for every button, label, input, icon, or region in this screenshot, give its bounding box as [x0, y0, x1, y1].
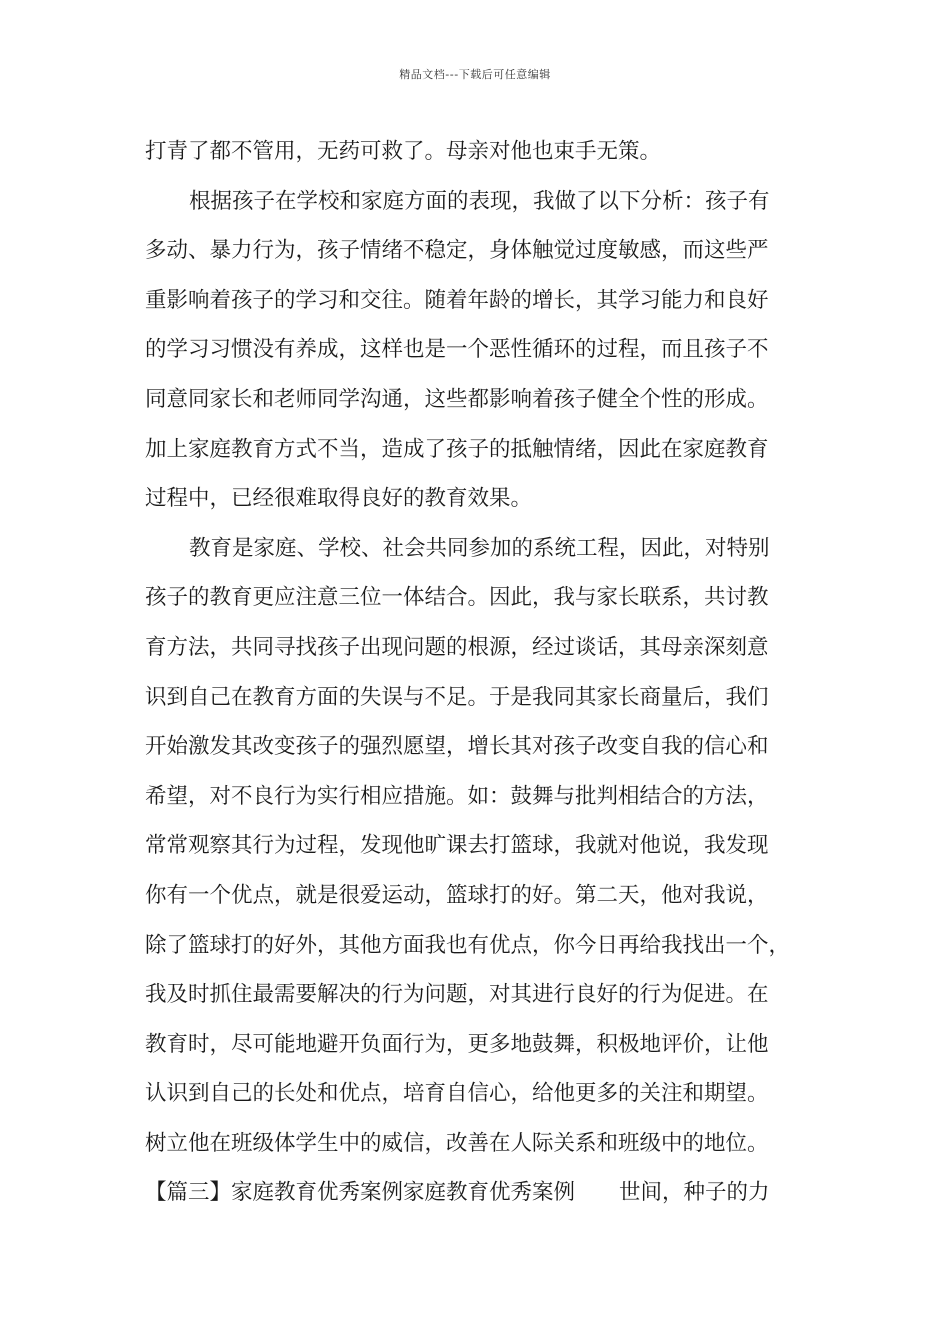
- text-line: 同意同家长和老师同学沟通，这些都影响着孩子健全个性的形成。: [145, 386, 769, 412]
- paragraph-start-line: 根据孩子在学校和家庭方面的表现，我做了以下分析：孩子有: [189, 188, 770, 214]
- text-line: 常常观察其行为过程，发现他旷课去打篮球，我就对他说，我发现: [145, 833, 769, 859]
- text-line: 除了篮球打的好外，其他方面我也有优点，你今日再给我找出一个，: [145, 932, 791, 958]
- text-line: 育方法，共同寻找孩子出现问题的根源，经过谈话，其母亲深刻意: [145, 634, 769, 660]
- section-heading: 【篇三】家庭教育优秀案例家庭教育优秀案例: [145, 1180, 576, 1206]
- text-line: 树立他在班级体学生中的威信，改善在人际关系和班级中的地位。: [145, 1130, 769, 1156]
- text-line: 我及时抓住最需要解决的行为问题，对其进行良好的行为促进。在: [145, 982, 769, 1008]
- section-heading-line: [145, 1173, 825, 1223]
- page-header: 精品文档---下载后可任意编辑: [399, 68, 551, 81]
- text-line: 你有一个优点，就是很爱运动，篮球打的好。第二天，他对我说，: [145, 882, 769, 908]
- section-body-start: 世间，种子的力: [619, 1180, 770, 1206]
- text-line: 认识到自己的长处和优点，培育自信心，给他更多的关注和期望。: [145, 1081, 769, 1107]
- text-line: 重影响着孩子的学习和交往。随着年龄的增长，其学习能力和良好: [145, 287, 769, 313]
- text-line: 孩子的教育更应注意三位一体结合。因此，我与家长联系，共讨教: [145, 585, 769, 611]
- document-body: [145, 132, 825, 1223]
- text-line: 开始激发其改变孩子的强烈愿望，增长其对孩子改变自我的信心和: [145, 734, 769, 760]
- text-line: 过程中，已经很难取得良好的教育效果。: [145, 486, 533, 512]
- text-line: 多动、暴力行为，孩子情绪不稳定，身体触觉过度敏感，而这些严: [145, 238, 769, 264]
- text-line: 加上家庭教育方式不当，造成了孩子的抵触情绪，因此在家庭教育: [145, 436, 769, 462]
- text-line: 识到自己在教育方面的失误与不足。于是我同其家长商量后，我们: [145, 684, 769, 710]
- text-line: 打青了都不管用，无药可救了。母亲对他也束手无策。: [145, 139, 662, 164]
- paragraph-start-line: 教育是家庭、学校、社会共同参加的系统工程，因此，对特别: [189, 535, 770, 561]
- text-line: 教育时，尽可能地避开负面行为，更多地鼓舞，积极地评价，让他: [145, 1031, 769, 1057]
- text-line: 希望，对不良行为实行相应措施。如：鼓舞与批判相结合的方法，: [145, 783, 769, 809]
- text-line: 的学习习惯没有养成，这样也是一个恶性循环的过程，而且孩子不: [145, 337, 769, 363]
